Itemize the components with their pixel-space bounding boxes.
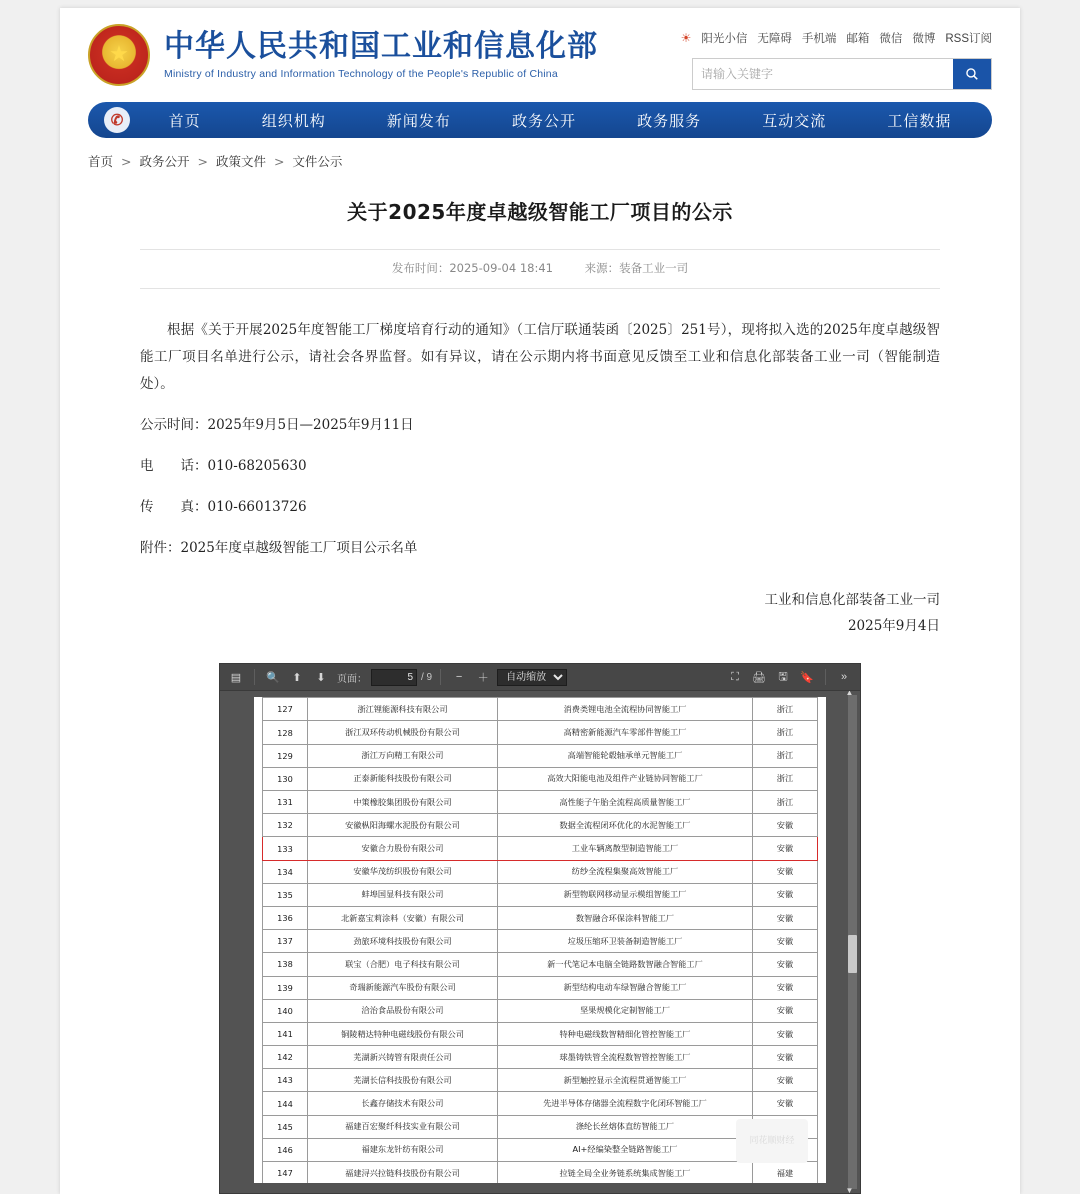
toolbar-divider bbox=[440, 669, 441, 685]
minus-icon[interactable]: − bbox=[455, 671, 463, 684]
table-cell: 浙江 bbox=[753, 698, 818, 721]
article-paragraph-1: 根据《关于开展2025年度智能工厂梯度培育行动的通知》（工信厅联通装函〔2025〕251号），现将拟入选的2025年度卓越级智能工厂项目名单进行公示，请社会各界监督。如有异议，请在公示期内将书面意见反馈至工业和信息化部装备工业一司（智能制造处）。 bbox=[140, 322, 940, 392]
table-cell: 福建百宏聚纤科技实业有限公司 bbox=[308, 1115, 498, 1138]
site-brand[interactable] bbox=[88, 24, 598, 86]
search-icon[interactable]: 🔍 bbox=[266, 671, 280, 684]
breadcrumb bbox=[88, 152, 992, 170]
scroll-down-icon[interactable]: ▼ bbox=[845, 1186, 854, 1194]
sidebar-toggle-icon[interactable]: ▤ bbox=[230, 671, 242, 684]
table-cell: 安徽 bbox=[753, 999, 818, 1022]
table-cell: 142 bbox=[263, 1046, 308, 1069]
table-cell: 垃圾压缩环卫装备制造智能工厂 bbox=[498, 930, 753, 953]
table-cell: 147 bbox=[263, 1162, 308, 1184]
table-cell: 144 bbox=[263, 1092, 308, 1115]
table-cell: 安徽 bbox=[753, 837, 818, 860]
contact-phone: 电 话：010-68205630 bbox=[140, 458, 307, 474]
toplink-mobile[interactable]: 手机端 bbox=[801, 33, 837, 45]
breadcrumb-item-2[interactable]: 政策文件 bbox=[215, 154, 266, 169]
table-cell: 140 bbox=[263, 999, 308, 1022]
table-cell: 数据全流程闭环优化的水泥智能工厂 bbox=[498, 814, 753, 837]
table-cell: 安徽华茂纺织股份有限公司 bbox=[308, 860, 498, 883]
table-cell: 芜湖新兴铸管有限责任公司 bbox=[308, 1046, 498, 1069]
search-icon bbox=[965, 67, 979, 81]
table-cell: 安徽 bbox=[753, 953, 818, 976]
table-cell: 福建 bbox=[753, 1162, 818, 1184]
table-cell: 安徽 bbox=[753, 1022, 818, 1045]
attachment-line[interactable]: 附件：2025年度卓越级智能工厂项目公示名单 bbox=[140, 540, 418, 556]
table-cell: 安徽 bbox=[753, 1046, 818, 1069]
table-cell: 浙江双环传动机械股份有限公司 bbox=[308, 721, 498, 744]
table-cell: 安徽 bbox=[753, 930, 818, 953]
table-cell: 拉链全局全业务链系统集成智能工厂 bbox=[498, 1162, 753, 1184]
table-row bbox=[263, 767, 818, 790]
table-row bbox=[263, 1092, 818, 1115]
table-cell: AI+经编染整全链路智能工厂 bbox=[498, 1138, 753, 1161]
table-cell: 数智融合环保涂料智能工厂 bbox=[498, 906, 753, 929]
table-cell: 芜湖长信科技股份有限公司 bbox=[308, 1069, 498, 1092]
search-input[interactable] bbox=[693, 59, 953, 89]
table-cell: 浙江 bbox=[753, 767, 818, 790]
table-row bbox=[263, 1069, 818, 1092]
table-cell: 奇瑞新能源汽车股份有限公司 bbox=[308, 976, 498, 999]
table-cell: 安徽 bbox=[753, 976, 818, 999]
page-title: 关于2025年度卓越级智能工厂项目的公示 bbox=[347, 200, 733, 224]
table-row bbox=[263, 883, 818, 906]
site-title-en: Ministry of Industry and Information Technology of the People's Republic of China bbox=[164, 68, 558, 81]
table-cell: 安徽 bbox=[753, 906, 818, 929]
toplink-rss[interactable]: RSS订阅 bbox=[945, 33, 992, 45]
table-cell: 138 bbox=[263, 953, 308, 976]
table-row bbox=[263, 721, 818, 744]
table-cell: 涤纶长丝熔体直纺智能工厂 bbox=[498, 1115, 753, 1138]
nav-item-news[interactable]: 新闻发布 bbox=[386, 111, 451, 130]
table-cell: 联宝（合肥）电子科技有限公司 bbox=[308, 953, 498, 976]
table-cell: 浙江锂能源科技有限公司 bbox=[308, 698, 498, 721]
toplink-wechat[interactable]: 微信 bbox=[879, 33, 903, 45]
article-meta bbox=[140, 249, 940, 289]
search-bar bbox=[692, 58, 992, 90]
table-cell: 铜陵精达特种电磁线股份有限公司 bbox=[308, 1022, 498, 1045]
page-number-label: 页面： bbox=[337, 673, 367, 685]
nav-items bbox=[138, 110, 982, 131]
signature-date: 2025年9月4日 bbox=[847, 617, 940, 634]
project-list-body bbox=[263, 698, 818, 1184]
table-row bbox=[263, 1046, 818, 1069]
header-right bbox=[680, 24, 992, 90]
table-cell: 136 bbox=[263, 906, 308, 929]
toolbar-divider bbox=[254, 669, 255, 685]
nav-item-interaction[interactable]: 互动交流 bbox=[762, 111, 827, 130]
article bbox=[140, 196, 940, 639]
table-cell: 新一代笔记本电脑全链路数智融合智能工厂 bbox=[498, 953, 753, 976]
table-cell: 132 bbox=[263, 814, 308, 837]
table-cell: 高端智能轮毂轴承单元智能工厂 bbox=[498, 744, 753, 767]
page-sheet bbox=[60, 8, 1020, 1194]
table-cell: 安徽 bbox=[753, 883, 818, 906]
table-cell: 135 bbox=[263, 883, 308, 906]
nav-item-gov-open[interactable]: 政务公开 bbox=[511, 111, 576, 130]
toplink-mail[interactable]: 邮箱 bbox=[846, 33, 870, 45]
table-cell: 134 bbox=[263, 860, 308, 883]
pdf-scroll-thumb[interactable] bbox=[848, 935, 857, 973]
watermark bbox=[736, 1119, 808, 1163]
table-cell: 130 bbox=[263, 767, 308, 790]
breadcrumb-separator: > bbox=[121, 154, 132, 169]
table-cell: 洽治食品股份有限公司 bbox=[308, 999, 498, 1022]
pdf-page bbox=[254, 697, 826, 1183]
arrow-down-icon[interactable]: ⬇ bbox=[316, 671, 326, 684]
table-cell: 安徽 bbox=[753, 1069, 818, 1092]
main-nav bbox=[88, 102, 992, 138]
table-cell: 球墨铸铁管全流程数智管控智能工厂 bbox=[498, 1046, 753, 1069]
bookmark-icon[interactable]: 🔖 bbox=[800, 671, 814, 684]
table-cell: 141 bbox=[263, 1022, 308, 1045]
printer-icon[interactable]: 🖨 bbox=[752, 671, 766, 684]
table-cell: 福建东龙针纺有限公司 bbox=[308, 1138, 498, 1161]
table-row bbox=[263, 744, 818, 767]
pdf-toolbar bbox=[220, 664, 860, 691]
table-row bbox=[263, 1138, 818, 1161]
table-row bbox=[263, 906, 818, 929]
breadcrumb-separator: > bbox=[197, 154, 208, 169]
table-cell: 福建浔兴拉链科技股份有限公司 bbox=[308, 1162, 498, 1184]
chevron-double-right-icon[interactable]: » bbox=[840, 671, 848, 684]
breadcrumb-item-1[interactable]: 政务公开 bbox=[139, 154, 190, 169]
sun-icon: ☀ bbox=[680, 31, 692, 45]
brand-text bbox=[164, 30, 598, 81]
article-source: 来源：装备工业一司 bbox=[584, 261, 689, 275]
nav-item-data[interactable]: 工信数据 bbox=[887, 111, 952, 130]
table-cell: 浙江万向精工有限公司 bbox=[308, 744, 498, 767]
table-cell: 新型结构电动车绿智融合智能工厂 bbox=[498, 976, 753, 999]
site-title-cn: 中华人民共和国工业和信息化部 bbox=[164, 28, 598, 64]
table-cell: 安徽合力股份有限公司 bbox=[308, 837, 498, 860]
table-cell: 浙江 bbox=[753, 721, 818, 744]
page-total-label: / 9 bbox=[421, 671, 433, 683]
pdf-body bbox=[220, 691, 860, 1193]
page-number-input[interactable] bbox=[371, 669, 417, 686]
table-cell: 127 bbox=[263, 698, 308, 721]
breadcrumb-item-3[interactable]: 文件公示 bbox=[292, 154, 343, 169]
table-cell: 工业车辆离散型制造智能工厂 bbox=[498, 837, 753, 860]
table-row bbox=[263, 814, 818, 837]
table-row bbox=[263, 999, 818, 1022]
project-list-table bbox=[262, 697, 818, 1183]
table-cell: 安徽 bbox=[753, 860, 818, 883]
table-cell: 高精密新能源汽车零部件智能工厂 bbox=[498, 721, 753, 744]
search-button[interactable] bbox=[953, 59, 991, 89]
table-cell: 中策橡胶集团股份有限公司 bbox=[308, 791, 498, 814]
table-cell: 133 bbox=[263, 837, 308, 860]
table-cell: 浙江 bbox=[753, 791, 818, 814]
zoom-select[interactable] bbox=[497, 669, 567, 686]
table-row bbox=[263, 1022, 818, 1045]
nav-item-gov-service[interactable]: 政务服务 bbox=[637, 111, 702, 130]
table-row bbox=[263, 698, 818, 721]
plus-icon[interactable]: ＋ bbox=[477, 672, 489, 685]
table-cell: 高性能子午胎全流程高质量智能工厂 bbox=[498, 791, 753, 814]
toplink-weibo[interactable]: 微博 bbox=[912, 33, 936, 45]
watermark-text-1: 同花顺财经 bbox=[749, 1135, 795, 1146]
scroll-up-icon[interactable]: ▲ bbox=[845, 691, 854, 698]
table-cell: 145 bbox=[263, 1115, 308, 1138]
table-cell: 长鑫存储技术有限公司 bbox=[308, 1092, 498, 1115]
site-header bbox=[60, 8, 1020, 96]
article-body bbox=[140, 317, 940, 562]
publicity-period: 公示时间：2025年9月5日—2025年9月11日 bbox=[140, 417, 414, 433]
table-cell: 128 bbox=[263, 721, 308, 744]
table-cell: 纺纱全流程集聚高效智能工厂 bbox=[498, 860, 753, 883]
table-cell: 146 bbox=[263, 1138, 308, 1161]
breadcrumb-separator: > bbox=[273, 154, 285, 169]
pdf-viewer bbox=[219, 663, 861, 1194]
table-cell: 消费类锂电池全流程协同智能工厂 bbox=[498, 698, 753, 721]
table-row bbox=[263, 1115, 818, 1138]
table-cell: 安徽枞阳海螺水泥股份有限公司 bbox=[308, 814, 498, 837]
table-row bbox=[263, 930, 818, 953]
table-cell: 特种电磁线数智精细化管控智能工厂 bbox=[498, 1022, 753, 1045]
table-cell: 新型触控显示全流程贯通智能工厂 bbox=[498, 1069, 753, 1092]
table-cell: 先进半导体存储器全流程数字化闭环智能工厂 bbox=[498, 1092, 753, 1115]
national-emblem-icon bbox=[88, 24, 150, 86]
table-cell: 正泰新能科技股份有限公司 bbox=[308, 767, 498, 790]
toolbar-divider bbox=[825, 669, 826, 685]
table-row bbox=[263, 860, 818, 883]
table-cell: 劲旅环境科技股份有限公司 bbox=[308, 930, 498, 953]
toplink-accessibility[interactable]: 无障碍 bbox=[757, 33, 792, 45]
breadcrumb-item-0[interactable]: 首页 bbox=[88, 154, 114, 169]
publish-time: 发布时间：2025-09-04 18:41 bbox=[391, 261, 553, 275]
table-row bbox=[263, 953, 818, 976]
table-cell: 新型物联网移动显示模组智能工厂 bbox=[498, 883, 753, 906]
table-cell: 北新嘉宝莉涂料（安徽）有限公司 bbox=[308, 906, 498, 929]
mii-logo-icon: ✆ bbox=[104, 107, 130, 133]
table-row bbox=[263, 976, 818, 999]
table-cell: 139 bbox=[263, 976, 308, 999]
nav-item-home[interactable]: 首页 bbox=[168, 111, 201, 130]
table-cell: 坚果规模化定制智能工厂 bbox=[498, 999, 753, 1022]
table-cell: 高效大阳能电池及组件产业链协同智能工厂 bbox=[498, 767, 753, 790]
table-cell: 蚌埠国显科技有限公司 bbox=[308, 883, 498, 906]
toplink-sunshine[interactable]: 阳光小信 bbox=[701, 33, 748, 45]
table-cell: 131 bbox=[263, 791, 308, 814]
signature-org: 工业和信息化部装备工业一司 bbox=[764, 592, 940, 608]
table-cell: 安徽 bbox=[753, 814, 818, 837]
save-icon[interactable]: 🖫 bbox=[778, 670, 788, 683]
table-row bbox=[263, 837, 818, 860]
table-row bbox=[263, 1162, 818, 1184]
table-cell: 137 bbox=[263, 930, 308, 953]
table-cell: 143 bbox=[263, 1069, 308, 1092]
signature-block bbox=[140, 588, 940, 639]
table-row bbox=[263, 791, 818, 814]
table-cell: 安徽 bbox=[753, 1092, 818, 1115]
contact-fax: 传 真：010-66013726 bbox=[140, 499, 307, 515]
fullscreen-icon[interactable]: ⛶ bbox=[731, 670, 739, 683]
table-cell: 129 bbox=[263, 744, 308, 767]
pdf-scrollbar[interactable] bbox=[845, 691, 857, 1194]
table-cell: 浙江 bbox=[753, 744, 818, 767]
arrow-up-icon[interactable]: ⬆ bbox=[292, 671, 302, 684]
top-links bbox=[680, 30, 992, 46]
nav-item-organization[interactable]: 组织机构 bbox=[261, 111, 326, 130]
